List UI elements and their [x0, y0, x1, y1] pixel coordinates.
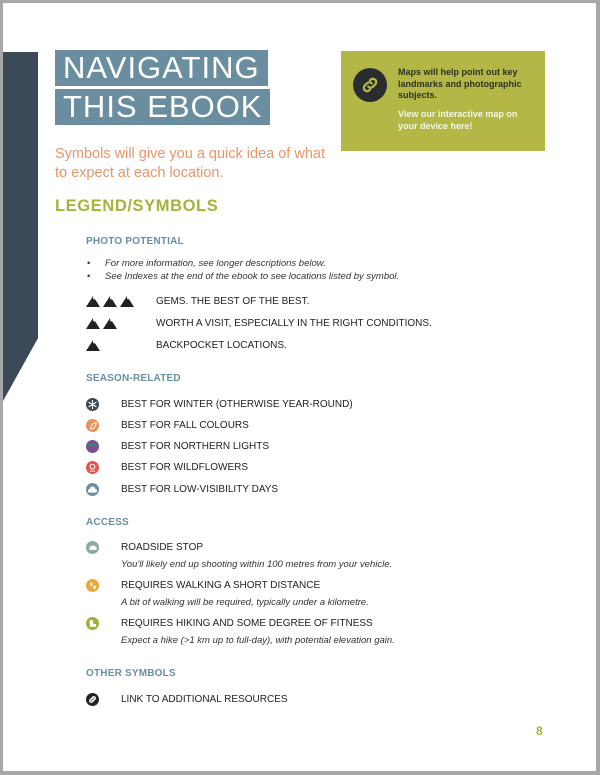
legend-description: A bit of walking will be required, typically under a kilometre. — [121, 597, 369, 608]
mountain-icon — [86, 340, 100, 351]
legend-label: BEST FOR NORTHERN LIGHTS — [121, 441, 269, 452]
legend-row-roadside — [86, 541, 392, 571]
section-other-symbols: OTHER SYMBOLS — [86, 668, 176, 679]
legend-label: REQUIRES HIKING AND SOME DEGREE OF FITNESS — [121, 618, 373, 629]
mountain-icon — [120, 296, 134, 307]
legend-row-hiking — [86, 617, 395, 647]
decorative-side-bar — [3, 52, 38, 401]
map-callout[interactable] — [341, 51, 545, 151]
leaf-icon — [86, 419, 99, 432]
legend-label: BEST FOR WINTER (OTHERWISE YEAR-ROUND) — [121, 399, 353, 410]
mountain-icon — [86, 296, 100, 307]
legend-heading: LEGEND/SYMBOLS — [55, 197, 219, 215]
legend-row-gems — [86, 295, 309, 308]
interactive-map-link[interactable]: View our interactive map on your device here! — [398, 109, 518, 131]
legend-label: REQUIRES WALKING A SHORT DISTANCE — [121, 580, 321, 591]
link-icon — [86, 693, 99, 706]
legend-label: BACKPOCKET LOCATIONS. — [156, 340, 287, 351]
boot-icon — [86, 617, 99, 630]
legend-row-wildflowers — [86, 461, 248, 474]
legend-row-short-walk — [86, 579, 369, 609]
subtitle: Symbols will give you a quick idea of what to expect at each location. — [55, 146, 325, 181]
mountain-icon — [86, 318, 100, 329]
flower-icon — [86, 461, 99, 474]
aurora-icon — [86, 440, 99, 453]
legend-label: LINK TO ADDITIONAL RESOURCES — [121, 694, 288, 705]
photo-potential-notes — [86, 257, 399, 283]
legend-label: ROADSIDE STOP — [121, 542, 204, 553]
legend-description: Expect a hike (>1 km up to full-day), with potential elevation gain. — [121, 635, 395, 646]
legend-row-low-visibility — [86, 483, 278, 496]
legend-label: WORTH A VISIT, ESPECIALLY IN THE RIGHT CONDITIONS. — [156, 318, 432, 329]
mountain-icons-3 — [86, 295, 156, 308]
legend-row-backpocket — [86, 339, 287, 352]
footprints-icon — [86, 579, 99, 592]
legend-label: BEST FOR LOW-VISIBILITY DAYS — [121, 484, 279, 495]
legend-row-northern-lights — [86, 440, 269, 453]
link-icon — [353, 68, 387, 102]
note-item: • For more information, see longer descriptions below. — [86, 257, 399, 270]
page-number: 8 — [536, 724, 543, 738]
cloud-icon — [86, 483, 99, 496]
section-season-related: SEASON-RELATED — [86, 373, 181, 384]
snowflake-icon — [86, 398, 99, 411]
legend-label: BEST FOR FALL COLOURS — [121, 420, 249, 431]
section-access: ACCESS — [86, 517, 129, 528]
map-callout-text: Maps will help point out key landmarks and photographic subjects. — [398, 67, 522, 100]
page-title — [55, 50, 270, 128]
car-icon — [86, 541, 99, 554]
legend-row-link — [86, 693, 288, 706]
title-line-1: NAVIGATING — [55, 50, 268, 86]
legend-row-winter — [86, 398, 353, 411]
legend-row-worth-a-visit — [86, 317, 432, 330]
section-photo-potential: PHOTO POTENTIAL — [86, 236, 184, 247]
mountain-icon — [103, 318, 117, 329]
legend-description: You'll likely end up shooting within 100 metres from your vehicle. — [121, 559, 393, 570]
legend-label: BEST FOR WILDFLOWERS — [121, 462, 249, 473]
ebook-page — [3, 3, 596, 771]
legend-row-fall — [86, 419, 249, 432]
mountain-icons-2 — [86, 317, 156, 330]
mountain-icons-1 — [86, 339, 156, 352]
note-item: • See Indexes at the end of the ebook to see locations listed by symbol. — [86, 270, 399, 283]
mountain-icon — [103, 296, 117, 307]
title-line-2: THIS EBOOK — [55, 89, 270, 125]
legend-label: GEMS. THE BEST OF THE BEST. — [156, 296, 310, 307]
